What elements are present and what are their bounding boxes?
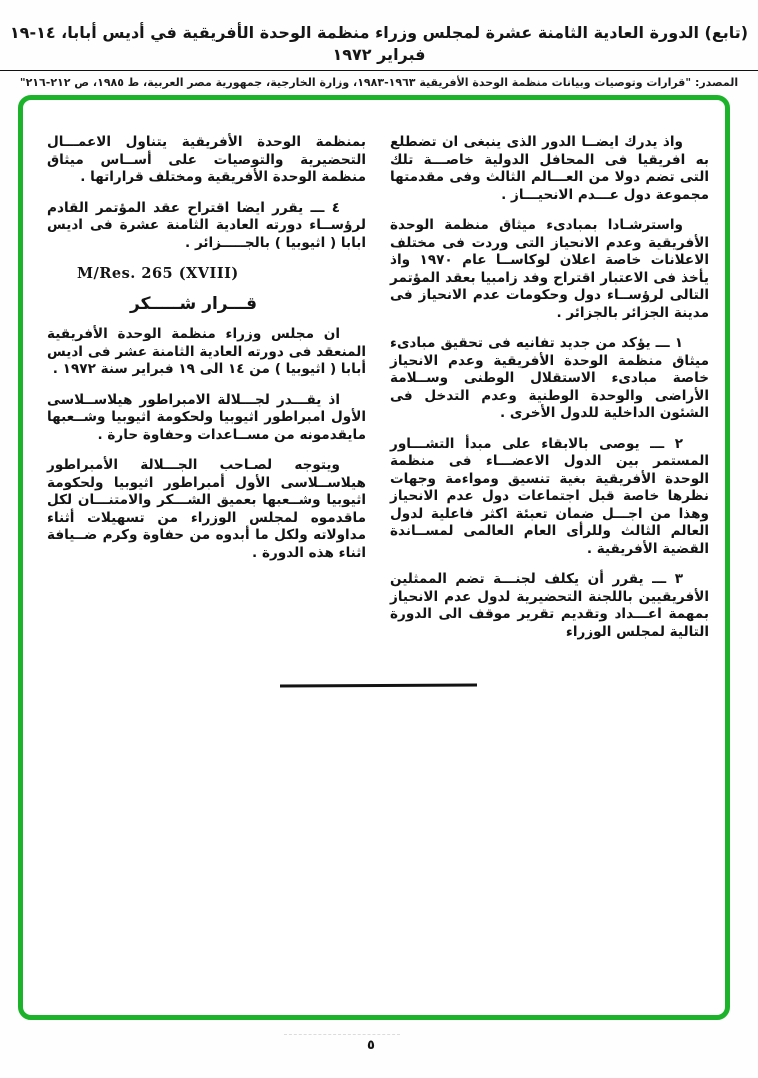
content-frame — [18, 95, 730, 1020]
scan-artifact — [284, 1034, 400, 1035]
resolution-title: قـــرار شـــــكر — [130, 293, 257, 314]
two-column-layout — [47, 134, 709, 654]
section-divider — [279, 683, 476, 687]
paragraph: ١ ـــ يؤكد من جديد تفانيه فى تحقيق مبادىء ميثاق منظمة الوحدة الأفريقية وعدم الانحياز خاصة مبادىء الاستقلال الوطنى وســلامة الأراضى والوحدة الوطنية وعدم التدخل فى الشئون الداخلية للدول الأخرى . — [390, 335, 709, 421]
paragraph: ان مجلس وزراء منظمة الوحدة الأفريقية المنعقد فى دورته العادية الثامنة عشر فى اديس أبابا ( اثيوبيا ) من ١٤ الى ١٩ فبراير سنة ١٩٧٢ . — [47, 326, 366, 377]
resolution-reference: M/Res. 265 (XVIII) — [77, 265, 239, 282]
paragraph: ٤ ـــ يقرر ايضا اقتراح عقد المؤتمر القادم لرؤســاء دورته العادية الثامنة عشرة فى اديس ابابا ( اثيوبيا ) بالجـــــزائر . — [47, 199, 366, 251]
source-line: المصدر: "قرارات وتوصيات وبيانات منظمة الوحدة الأفريقية ١٩٦٣-١٩٨٣، وزارة الخارجية، جمهورية مصر العربية، ط ١٩٨٥، ص ٢١٢-٢١٦" — [19, 75, 739, 89]
right-column — [390, 134, 709, 654]
session-title: (تابع) الدورة العادية الثامنة عشرة لمجلس وزراء منظمة الوحدة الأفريقية في أديس أبابا، ١٤-١٩ فبراير ١٩٧٢ — [0, 22, 758, 71]
paragraph: ٣ ـــ يقرر أن يكلف لجنـــة تضم الممثلين الأفريقيين باللجنة التحضيرية لدول عدم الانحياز بمهمة اعـــداد وتقديم تقرير موقف الى الدورة التالية لمجلس الوزراء — [390, 571, 709, 640]
page-number: ٥ — [367, 1038, 375, 1053]
paragraph: ٢ ـــ يوصى بالابقاء على مبدأ التشـــاور المستمر بين الدول الاعضـــاء فى منظمة الوحدة الأفريقية بغية تنسيق ومواءمة وجهات نظرها خاصة قبل اجتماعات دول عدم الانحياز وهذا من اجـــل ضمان تعبئة اكثر فاعلية لدول العالم الثالث وللرأى العام العالمى لمســاندة القضية الأفريقية . — [390, 435, 709, 557]
page-header — [0, 0, 758, 89]
paragraph: واسترشـادا بمبادىء ميثاق منظمة الوحدة الأفريقية وعدم الانحياز التى وردت فى مختلف الاعلانات خاصة اعلان لوكاســا عام ١٩٧٠ واذ يأخذ فى الاعتبار اقتراح وفد زامبيا بعقد المؤتمر التالى لرؤســاء دول وحكومات عدم الانحياز فى مدينة الجزائر بالجزائر . — [390, 217, 709, 321]
left-column — [47, 134, 366, 654]
paragraph: ويتوجه لصـاحب الجـــلالة الأمبراطور هيلاســلاسى الأول أمبراطور اثيوبيا ولحكومة اثيوبيا وشــعبها بعميق الشـــكر والامتنـــان لكل ماقدموه لمجلس الوزراء من تسهيلات أثناء مداولاته ولكل ما أبدوه من حفاوة وكرم ضــيافة اثناء هذه الدورة . — [47, 457, 366, 561]
paragraph: اذ يقـــدر لجـــلالة الامبراطور هيلاســلاسى الأول امبراطور اثيوبيا ولحكومة اثيوبيا وشــعبها مايقدمونه من مســاعدات وحفاوة حارة . — [47, 391, 366, 443]
paragraph: بمنظمة الوحدة الأفريقية يتناول الاعمـــال التحضيرية والتوصيات على أســاس ميثاق منظمة الوحدة الأفريقية ومختلف قراراتها . — [47, 134, 366, 185]
paragraph: واذ يدرك ايضــا الدور الذى ينبغى ان تضطلع به افريقيا فى المحافل الدولية خاصـــة تلك التى تضم دولا من العـــالم الثالث وفى مقدمتها مجموعة دول عـــدم الانحيـــاز . — [390, 134, 709, 203]
